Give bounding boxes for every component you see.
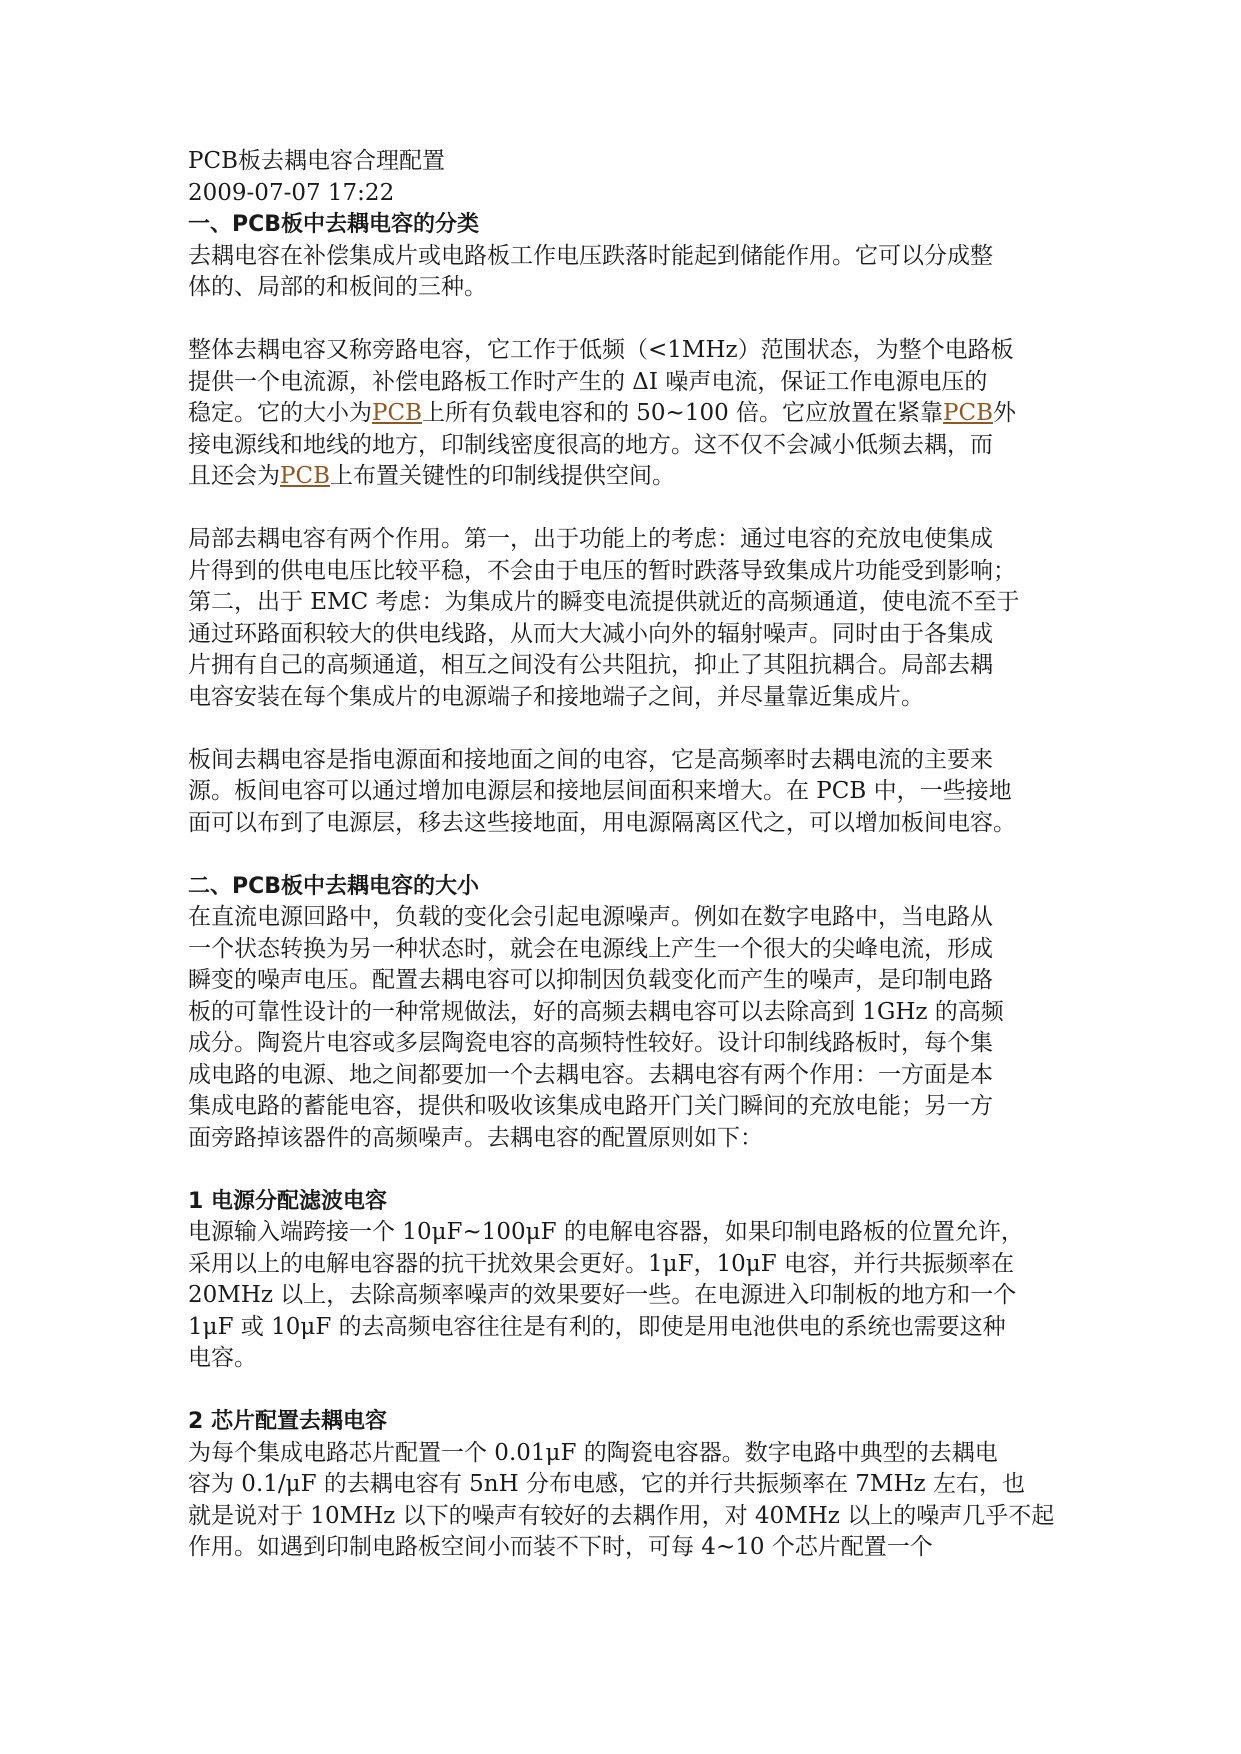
- paragraph-line: 去耦电容在补偿集成片或电路板工作电压跌落时能起到储能作用。它可以分成整: [188, 242, 993, 269]
- text-span: 上所有负载电容和的 50~100 倍。它应放置在紧靠: [421, 400, 944, 426]
- paragraph-line: 通过环路面积较大的供电线路，从而大大减小向外的辐射噪声。同时由于各集成: [188, 620, 993, 647]
- text-span: 且还会为: [188, 463, 280, 489]
- paragraph-line: 电容安装在每个集成片的电源端子和接地端子之间，并尽量靠近集成片。: [188, 683, 924, 710]
- paragraph-line: 容为 0.1/μF 的去耦电容有 5nH 分布电感，它的并行共振频率在 7MHz 左右，也: [188, 1471, 1025, 1497]
- paragraph-gap: [188, 713, 1060, 745]
- paragraph-line: 为每个集成电路芯片配置一个 0.01μF 的陶瓷电容器。数字电路中典型的去耦电: [188, 1439, 998, 1466]
- paragraph-line-with-link: [188, 461, 1060, 493]
- paragraph-line: 采用以上的电解电容器的抗干扰效果会更好。1μF，10μF 电容，并行共振频率在: [188, 1250, 1015, 1277]
- paragraph-line: 第二，出于 EMC 考虑：为集成片的瞬变电流提供就近的高频通道，使电流不至于: [188, 589, 1020, 615]
- paragraph-line: 瞬变的噪声电压。配置去耦电容可以抑制因负载变化而产生的噪声，是印制电路: [188, 967, 993, 993]
- paragraph-line: 局部去耦电容有两个作用。第一，出于功能上的考虑：通过电容的充放电使集成: [188, 526, 993, 552]
- pcb-link[interactable]: PCB: [280, 463, 330, 489]
- section-heading-power-filter: 1 电源分配滤波电容: [188, 1188, 387, 1214]
- paragraph-gap: [188, 1375, 1060, 1407]
- paragraph-line: 片拥有自己的高频通道，相互之间没有公共阻抗，抑止了其阻抗耦合。局部去耦: [188, 652, 993, 678]
- pcb-link[interactable]: PCB: [943, 400, 994, 426]
- paragraph-line: 成分。陶瓷片电容或多层陶瓷电容的高频特性较好。设计印制线路板时，每个集: [188, 1030, 993, 1056]
- paragraph-line: 一个状态转换为另一种状态时，就会在电源线上产生一个很大的尖峰电流，形成: [188, 935, 993, 962]
- paragraph-gap: [188, 839, 1060, 871]
- paragraph-line: 1μF 或 10μF 的去高频电容往往是有利的，即使是用电池供电的系统也需要这种: [188, 1313, 1006, 1340]
- text-span: 上布置关键性的印制线提供空间。: [329, 463, 675, 489]
- paragraph-line: 在直流电源回路中，负载的变化会引起电源噪声。例如在数字电路中，当电路从: [188, 904, 993, 930]
- paragraph-gap: [188, 304, 1060, 336]
- paragraph-line: 成电路的电源、地之间都要加一个去耦电容。去耦电容有两个作用：一方面是本: [188, 1061, 993, 1088]
- paragraph-line: 接电源线和地线的地方，印制线密度很高的地方。这不仅不会减小低频去耦，而: [188, 431, 993, 458]
- section-heading-classification: 一、PCB板中去耦电容的分类: [188, 212, 480, 237]
- paragraph-gap: [188, 1154, 1060, 1186]
- paragraph-line: 板的可靠性设计的一种常规做法，好的高频去耦电容可以去除高到 1GHz 的高频: [188, 998, 1004, 1025]
- pcb-link[interactable]: PCB: [372, 400, 422, 426]
- paragraph-line: 就是说对于 10MHz 以下的噪声有较好的去耦作用，对 40MHz 以上的噪声几乎不起: [188, 1502, 1055, 1529]
- paragraph-line: 20MHz 以上，去除高频率噪声的效果要好一些。在电源进入印制板的地方和一个: [188, 1282, 1017, 1308]
- section-heading-size: 二、PCB板中去耦电容的大小: [188, 873, 480, 899]
- paragraph-line: 整体去耦电容又称旁路电容，它工作于低频（<1MHz）范围状态，为整个电路板: [188, 337, 1014, 363]
- paragraph-line: 作用。如遇到印制电路板空间小而装不下时，可每 4~10 个芯片配置一个: [188, 1534, 933, 1560]
- document-title: PCB板去耦电容合理配置: [188, 148, 445, 174]
- paragraph-gap: [188, 493, 1060, 525]
- text-span: 外: [993, 400, 1017, 426]
- text-span: 稳定。它的大小为: [188, 400, 372, 426]
- section-heading-chip-decoupling: 2 芯片配置去耦电容: [188, 1409, 387, 1434]
- document-page: [188, 146, 1060, 1564]
- paragraph-line: 电源输入端跨接一个 10μF~100μF 的电解电容器，如果印制电路板的位置允许，: [188, 1219, 1024, 1245]
- paragraph-line: 源。板间电容可以通过增加电源层和接地层间面积来增大。在 PCB 中，一些接地: [188, 778, 1012, 804]
- document-timestamp: 2009-07-07 17:22: [188, 179, 395, 206]
- paragraph-line: 面旁路掉该器件的高频噪声。去耦电容的配置原则如下：: [188, 1124, 763, 1151]
- paragraph-line: 电容。: [188, 1345, 257, 1371]
- paragraph-line: 集成电路的蓄能电容，提供和吸收该集成电路开门关门瞬间的充放电能；另一方: [188, 1093, 993, 1119]
- paragraph-line: 体的、局部的和板间的三种。: [188, 274, 487, 300]
- paragraph-line: 板间去耦电容是指电源面和接地面之间的电容，它是高频率时去耦电流的主要来: [188, 746, 993, 773]
- paragraph-line: 提供一个电流源，补偿电路板工作时产生的 ΔI 噪声电流，保证工作电源电压的: [188, 368, 988, 395]
- paragraph-line: 面可以布到了电源层，移去这些接地面，用电源隔离区代之，可以增加板间电容。: [188, 809, 1016, 836]
- paragraph-line: 片得到的供电电压比较平稳，不会由于电压的暂时跌落导致集成片功能受到影响；: [188, 557, 1016, 584]
- paragraph-line-with-links: [188, 398, 1060, 430]
